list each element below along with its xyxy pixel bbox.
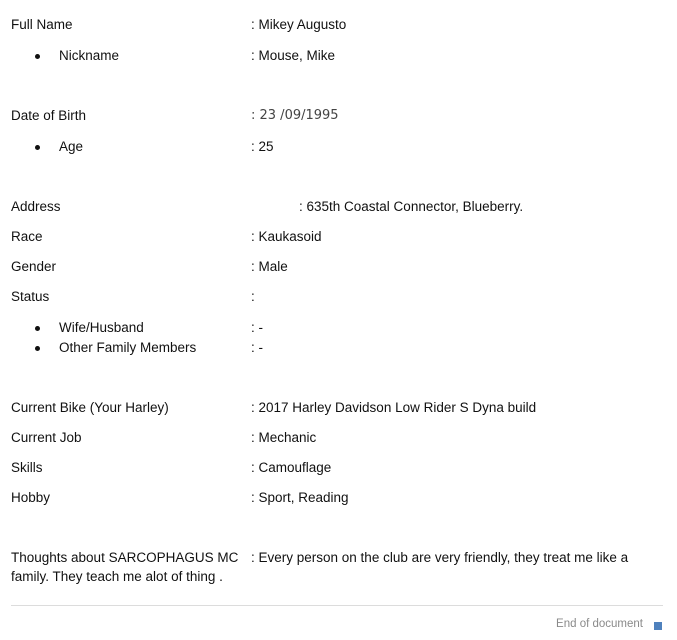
field-value: : Mechanic	[251, 430, 317, 445]
field-label: Status	[11, 289, 50, 304]
field-label: Date of Birth	[11, 108, 87, 123]
field-label: Address	[11, 199, 61, 214]
field-label: Gender	[11, 259, 57, 274]
field-race	[11, 227, 661, 247]
field-label: Thoughts about SARCOPHAGUS MC	[11, 550, 239, 565]
field-value: : -	[251, 340, 263, 355]
field-nickname	[11, 46, 661, 66]
field-label: Age	[59, 139, 84, 154]
field-value: : Sport, Reading	[251, 490, 349, 505]
field-age	[11, 137, 661, 157]
field-other-family	[11, 338, 661, 358]
field-value: : Male	[251, 259, 288, 274]
field-spouse	[11, 318, 661, 338]
bullet-icon	[35, 54, 40, 59]
field-hobby	[11, 488, 661, 508]
field-status	[11, 287, 661, 307]
field-current-bike	[11, 398, 661, 418]
field-value: :	[251, 289, 255, 304]
field-value: : Mouse, Mike	[251, 48, 336, 63]
field-label: Current Bike (Your Harley)	[11, 400, 169, 415]
field-thoughts-label	[11, 548, 243, 586]
field-value: : 25	[251, 139, 274, 154]
field-label: Other Family Members	[59, 340, 197, 355]
field-label: Full Name	[11, 17, 73, 32]
bullet-icon	[35, 346, 40, 351]
field-value: : Mikey Augusto	[251, 17, 347, 32]
end-of-document-label: End of document	[556, 618, 643, 630]
field-label: Skills	[11, 460, 43, 475]
field-date-of-birth	[11, 106, 661, 126]
field-label: Hobby	[11, 490, 51, 505]
field-value: : 2017 Harley Davidson Low Rider S Dyna build	[251, 400, 537, 415]
field-value: : 23 /09/1995	[251, 108, 339, 123]
field-label: Wife/Husband	[59, 320, 144, 335]
field-label: Race	[11, 229, 43, 244]
field-value: : -	[251, 320, 263, 335]
field-thoughts-value: : Every person on the club are very friendly, they treat me like a	[251, 550, 629, 565]
field-label: Current Job	[11, 430, 82, 445]
bullet-icon	[35, 145, 40, 150]
field-value: : Camouflage	[251, 460, 332, 475]
field-skills	[11, 458, 661, 478]
field-value: : Kaukasoid	[251, 229, 322, 244]
field-value: : 635th Coastal Connector, Blueberry.	[299, 199, 524, 214]
field-full-name	[11, 15, 661, 35]
bullet-icon	[35, 326, 40, 331]
field-gender	[11, 257, 661, 277]
end-marker-icon	[654, 622, 662, 630]
field-address	[11, 197, 661, 217]
field-label: Nickname	[59, 48, 120, 63]
field-current-job	[11, 428, 661, 448]
end-divider	[11, 605, 663, 606]
field-value-continuation: family. They teach me alot of thing .	[11, 569, 223, 584]
